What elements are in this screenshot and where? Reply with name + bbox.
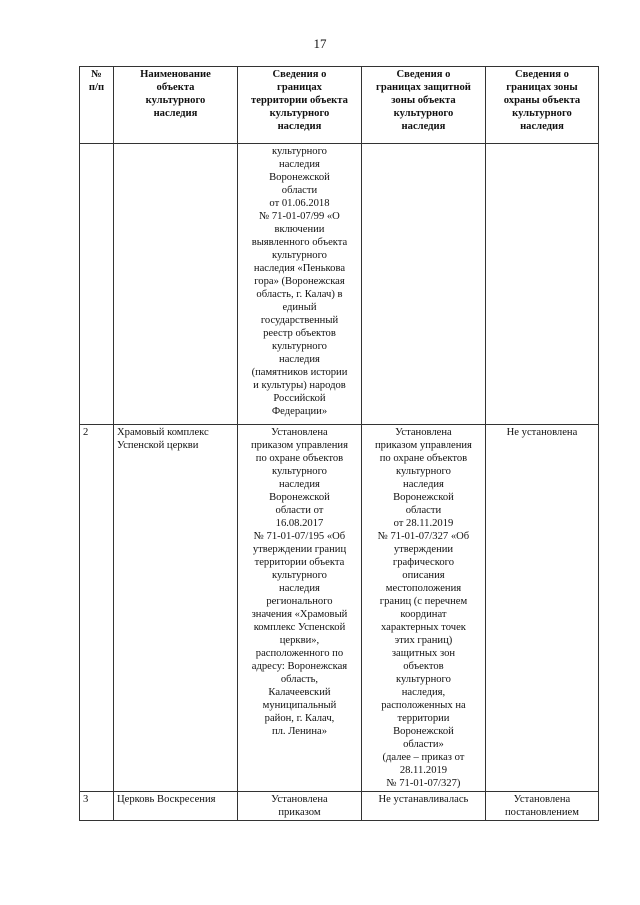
cell-text-line: № 71-01-07/99 «О (259, 211, 340, 222)
cell-text-line: культурного (512, 108, 572, 119)
cell-text-line: от 28.11.2019 (393, 518, 454, 529)
cell-text-line: Не установлена (506, 427, 578, 438)
cell-text-line: координат (400, 609, 447, 620)
cell-object-name (114, 425, 238, 792)
heritage-table (79, 66, 599, 821)
cell-text-line: по охране объектов (255, 453, 344, 464)
cell-text-line: объектов (403, 661, 444, 672)
cell-text-line: наследия (153, 108, 198, 119)
cell-text-line: защитных зон (391, 648, 456, 659)
cell-text-line: культурного (395, 674, 451, 685)
cell-text-line: Воронежской (269, 492, 330, 503)
header-protective-zone (361, 67, 485, 144)
cell-text-line: Храмовый комплекс (117, 427, 209, 438)
cell-text-line: Воронежской (269, 172, 330, 183)
cell-text-line: территории объекта (251, 95, 348, 106)
cell-text-line: 28.11.2019 (399, 765, 448, 776)
cell-text-line: наследия (403, 479, 444, 490)
cell-text-line: области» (403, 739, 444, 750)
cell-text-line: регионального (266, 596, 333, 607)
cell-text-line: реестр объектов (263, 328, 336, 339)
cell-text-line: культурного (271, 570, 327, 581)
header-object-name (114, 67, 238, 144)
cell-text-line: утверждении границ (252, 544, 347, 555)
cell-territory (237, 792, 361, 821)
cell-text-line: по охране объектов (379, 453, 468, 464)
cell-text-line: этих границ) (394, 635, 453, 646)
cell-text-line: приказом управления (375, 440, 472, 451)
cell-security-zone (485, 425, 598, 792)
cell-text-line: Церковь Воскресения (117, 794, 216, 805)
table-row (80, 144, 599, 425)
table-header-row (80, 67, 599, 144)
cell-text-line: Российской (273, 393, 326, 404)
cell-text-line: области от (275, 505, 324, 516)
cell-text-line: Установлена (271, 794, 328, 805)
cell-text-line: описания (402, 570, 445, 581)
cell-text-line: Калачеевский (268, 687, 331, 698)
cell-text-line: границах защитной (376, 82, 471, 93)
cell-text-line: Успенской церкви (117, 440, 199, 451)
cell-text-line: наследия (401, 121, 446, 132)
cell-text-line: границах (277, 82, 322, 93)
header-security-zone (485, 67, 598, 144)
cell-text-line: область, г. Калач) в (256, 289, 343, 300)
cell-text-line: Не устанавливалась (378, 794, 469, 805)
cell-text-line: наследия, (401, 687, 446, 698)
cell-text-line: границах зоны (506, 82, 578, 93)
cell-text-line: области (281, 185, 318, 196)
cell-text-line: муниципальный (262, 700, 337, 711)
cell-text-line: постановлением (504, 807, 579, 818)
cell-text-line: № (91, 69, 102, 80)
cell-text-line: Сведения о (515, 69, 569, 80)
cell-text-line: Сведения о (272, 69, 327, 80)
cell-text-line: и культуры) народов (253, 380, 346, 391)
cell-protective-zone (361, 425, 485, 792)
cell-text-line: значения «Храмовый (251, 609, 348, 620)
cell-text-line: церкви», (279, 635, 320, 646)
table-row (80, 792, 599, 821)
cell-territory (237, 144, 361, 425)
page-number: 17 (313, 36, 327, 51)
cell-text-line: границ (с перечнем (379, 596, 468, 607)
cell-text-line: область, (280, 674, 319, 685)
cell-text-line: зоны объекта (391, 95, 456, 106)
cell-text-line: объекта (156, 82, 195, 93)
cell-text-line: местоположения (385, 583, 462, 594)
cell-text-line: наследия (277, 121, 322, 132)
cell-text-line: район, г. Калач, (264, 713, 335, 724)
cell-text-line: № 71-01-07/195 «Об (253, 531, 346, 542)
cell-text-line: выявленного объекта (251, 237, 348, 248)
cell-text-line: наследия «Пенькова (253, 263, 346, 274)
cell-text-line: культурного (271, 341, 327, 352)
cell-text-line: Федерации» (271, 406, 328, 417)
cell-text-line: (памятников истории (251, 367, 348, 378)
cell-number: 3 (80, 792, 114, 821)
cell-object-name (114, 144, 238, 425)
cell-text-line: единый (282, 302, 317, 313)
cell-text-line: Установлена (513, 794, 571, 805)
cell-text-line: утверждении (393, 544, 454, 555)
cell-text-line: охраны объекта (503, 95, 581, 106)
cell-text-line: Сведения о (396, 69, 451, 80)
cell-text-line: адресу: Воронежская (251, 661, 348, 672)
cell-protective-zone (361, 144, 485, 425)
cell-security-zone (485, 144, 598, 425)
cell-text-line: № 71-01-07/327) (386, 778, 461, 789)
cell-text-line: культурного (395, 466, 451, 477)
cell-text-line: пл. Ленина» (271, 726, 328, 737)
cell-text-line: культурного (271, 466, 327, 477)
table-row (80, 425, 599, 792)
cell-text-line: от 01.06.2018 (269, 198, 330, 209)
cell-text-line: Установлена (395, 427, 452, 438)
header-territory-borders (237, 67, 361, 144)
cell-text-line: культурного (271, 250, 327, 261)
cell-text-line: наследия (279, 159, 320, 170)
cell-text-line: наследия (279, 583, 320, 594)
cell-text-line: комплекс Успенской (253, 622, 346, 633)
cell-text-line: (далее – приказ от (382, 752, 465, 763)
cell-text-line: территории объекта (254, 557, 345, 568)
cell-text-line: расположенного по (255, 648, 344, 659)
cell-text-line: характерных точек (381, 622, 466, 633)
cell-text-line: графического (392, 557, 455, 568)
cell-text-line: приказом (278, 807, 321, 818)
cell-text-line: территории (397, 713, 450, 724)
cell-text-line: Установлена (271, 427, 328, 438)
cell-number: 2 (80, 425, 114, 792)
cell-text-line: культурного (269, 108, 330, 119)
cell-text-line: наследия (279, 479, 320, 490)
cell-text-line: наследия (520, 121, 564, 132)
cell-text-line: области (405, 505, 442, 516)
cell-text-line: наследия (279, 354, 320, 365)
cell-text-line: № 71-01-07/327 «Об (377, 531, 470, 542)
cell-protective-zone (361, 792, 485, 821)
cell-security-zone (485, 792, 598, 821)
cell-number (80, 144, 114, 425)
cell-text-line: п/п (88, 82, 105, 93)
cell-text-line: расположенных на (381, 700, 466, 711)
cell-text-line: культурного (145, 95, 206, 106)
cell-text-line: Воронежской (393, 726, 454, 737)
cell-text-line: приказом управления (251, 440, 348, 451)
cell-text-line: Воронежской (393, 492, 454, 503)
cell-text-line: культурного (393, 108, 454, 119)
cell-text-line: культурного (271, 146, 327, 157)
cell-text-line: гора» (Воронежская (254, 276, 345, 287)
cell-object-name (114, 792, 238, 821)
header-number (80, 67, 114, 144)
cell-text-line: включении (274, 224, 325, 235)
cell-territory (237, 425, 361, 792)
cell-text-line: государственный (260, 315, 339, 326)
cell-text-line: Наименование (140, 69, 211, 80)
cell-text-line: 16.08.2017 (275, 518, 324, 529)
